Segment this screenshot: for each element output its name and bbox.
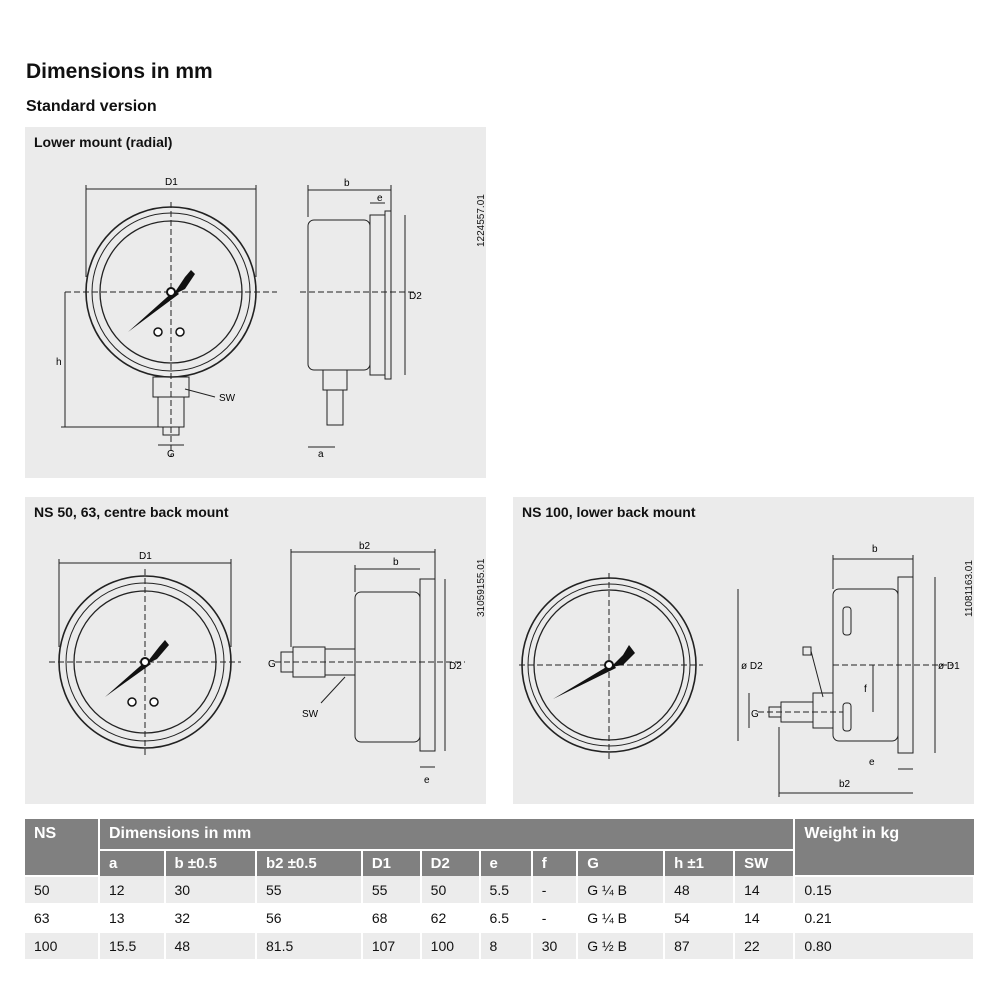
cell-weight: 0.80 [794,932,974,960]
cell: 48 [664,876,734,904]
cell: 81.5 [256,932,362,960]
cell-weight: 0.21 [794,904,974,932]
cell: 62 [421,904,480,932]
radial-mount-drawing [25,127,486,478]
table-row [25,904,974,932]
dim-G: G [751,709,759,720]
cell: 5.5 [480,876,532,904]
panel-title: NS 100, lower back mount [522,504,696,520]
dim-e: e [869,757,875,768]
panel-title: NS 50, 63, centre back mount [34,504,229,520]
cell: 30 [165,876,257,904]
dim-b: b [344,178,350,189]
dimensions-table [25,819,975,961]
cell: 14 [734,876,794,904]
cell: 100 [421,932,480,960]
dim-D2: D2 [449,661,462,672]
table-row [25,932,974,960]
cell: 87 [664,932,734,960]
cell: 55 [362,876,421,904]
panel-lower-back-mount [513,497,974,804]
col-b: b ±0.5 [165,850,257,876]
dim-b: b [393,557,399,568]
dim-h: h [56,357,62,368]
cell: 54 [664,904,734,932]
drawing-code: 11081163.01 [964,560,975,617]
header-weight: Weight in kg [794,819,974,876]
centre-back-mount-drawing [25,497,486,804]
cell: 12 [99,876,165,904]
cell: 15.5 [99,932,165,960]
col-e: e [480,850,532,876]
table-row [25,876,974,904]
dim-e: e [377,193,383,204]
drawing-code: 1224557.01 [476,194,487,247]
cell: 56 [256,904,362,932]
lower-back-mount-drawing [513,497,974,804]
cell: G ¼ B [577,904,664,932]
cell: 107 [362,932,421,960]
panel-title: Lower mount (radial) [34,134,173,150]
dim-D1: ø D1 [938,661,960,672]
col-f: f [532,850,578,876]
cell-ns: 63 [25,904,99,932]
col-d1: D1 [362,850,421,876]
header-ns: NS [25,819,99,876]
dim-a: a [318,449,324,460]
col-b2: b2 ±0.5 [256,850,362,876]
cell: - [532,876,578,904]
col-h: h ±1 [664,850,734,876]
dim-e: e [424,775,430,786]
dim-f: f [864,684,867,695]
page-title: Dimensions in mm [26,60,213,83]
dim-G: G [167,449,175,460]
cell: 8 [480,932,532,960]
dim-SW: SW [219,393,236,404]
panel-lower-mount-radial [25,127,486,478]
dim-D1: D1 [139,551,152,562]
cell-ns: 100 [25,932,99,960]
cell: 68 [362,904,421,932]
cell: G ½ B [577,932,664,960]
cell-ns: 50 [25,876,99,904]
drawing-code: 31059155.01 [476,558,487,617]
header-dimensions: Dimensions in mm [99,819,794,850]
col-a: a [99,850,165,876]
cell: 50 [421,876,480,904]
dim-D1: D1 [165,177,178,188]
col-d2: D2 [421,850,480,876]
cell: 13 [99,904,165,932]
cell: G ¼ B [577,876,664,904]
panel-centre-back-mount [25,497,486,804]
dim-G: G [268,659,276,670]
cell: 32 [165,904,257,932]
cell-weight: 0.15 [794,876,974,904]
col-sw: SW [734,850,794,876]
table-header-row [25,819,974,850]
cell: 6.5 [480,904,532,932]
cell: 30 [532,932,578,960]
cell: 14 [734,904,794,932]
dim-D2: D2 [409,291,422,302]
dim-b2: b2 [839,779,851,790]
dim-D2: ø D2 [741,661,763,672]
col-g: G [577,850,664,876]
cell: 22 [734,932,794,960]
page-subtitle: Standard version [26,98,157,115]
cell: 55 [256,876,362,904]
dim-b: b [872,544,878,555]
dim-b2: b2 [359,541,371,552]
cell: 48 [165,932,257,960]
cell: - [532,904,578,932]
dim-SW: SW [302,709,319,720]
